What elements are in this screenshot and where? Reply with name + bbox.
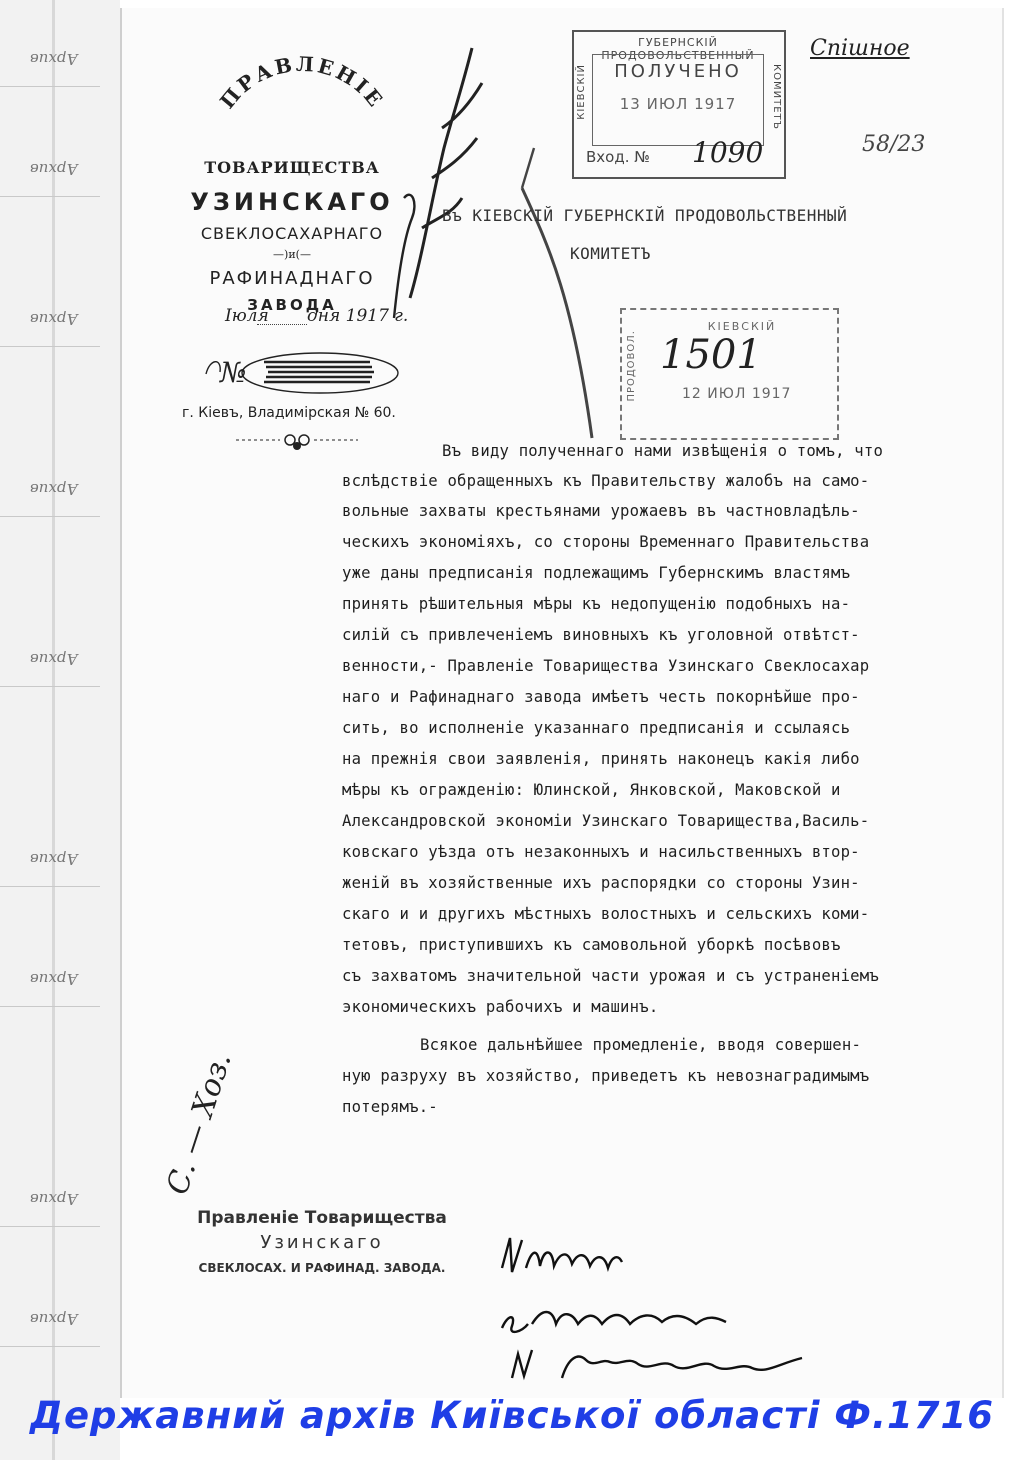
- body-line: Всякое дальнѣйшее промедленіе, вводя совершен-: [420, 1036, 862, 1054]
- body-line: экономическихъ рабочихъ и машинъ.: [342, 998, 659, 1016]
- letterhead-line-7: ЗАВОДА: [247, 296, 337, 314]
- number-label: №: [220, 356, 247, 389]
- received-stamp-right: КОМИТЕТЪ: [771, 64, 782, 130]
- archive-caption: Державний архів Київської області Ф.1716: [29, 1394, 994, 1437]
- registration-stamp-header: КІЕВСКІЙ: [707, 320, 777, 333]
- body-line: наго и Рафинаднаго завода имѣетъ честь покорнѣйше про-: [342, 688, 860, 706]
- archive-strip: Архив: [0, 640, 100, 687]
- received-stamp-entry-label: Вход. №: [586, 148, 650, 166]
- margin-note: С. — Хоз.: [160, 1048, 239, 1199]
- received-stamp-title: ПОЛУЧЕНО: [614, 61, 742, 82]
- body-line: принять рѣшительныя мѣры къ недопущенію подобныхъ на-: [342, 595, 851, 613]
- strip-edge: [52, 0, 55, 1460]
- sender-line-1: Правленіе Товарищества: [197, 1208, 447, 1228]
- letterhead-line-6: РАФИНАДНАГО: [209, 268, 375, 289]
- registration-stamp-number: 1501: [660, 332, 762, 378]
- body-line: Въ виду полученнаго нами извѣщенія о томъ, что: [442, 442, 884, 460]
- body-line: силій съ привлеченіемъ виновныхъ къ уголовной отвѣтст-: [342, 626, 860, 644]
- archive-strip: Архив: [0, 1180, 100, 1227]
- received-stamp-left: КІЕВСКІЙ: [576, 64, 587, 120]
- letterhead-company: УЗИНСКАГО: [190, 188, 394, 216]
- body-line: съ захватомъ значительной части урожая и съ устраненіемъ: [342, 967, 879, 985]
- date-year: дня 1917 г.: [307, 306, 409, 326]
- signature-3: [512, 1350, 802, 1378]
- received-stamp-date: 13 ИЮЛ 1917: [619, 95, 737, 113]
- body-line: женій въ хозяйственные ихъ распорядки со стороны Узин-: [342, 874, 860, 892]
- body-line: скаго и и другихъ мѣстныхъ волостныхъ и сельскихъ коми-: [342, 905, 870, 923]
- body-line: ную разруху въ хозяйство, приведетъ къ невознаградимымъ: [342, 1067, 870, 1085]
- body-line: Александровской экономіи Узинскаго Товарищества,Василь-: [342, 812, 870, 830]
- body-line: тетовъ, приступившихъ къ самовольной уборкѣ посѣвовъ: [342, 936, 841, 954]
- body-line: уже даны предписанія подлежащимъ Губернскимъ властямъ: [342, 564, 851, 582]
- body-line: на прежнія свои заявленія, принять наконецъ какія либо: [342, 750, 860, 768]
- resolution-scribble: [272, 28, 602, 448]
- body-line: ческихъ экономіяхъ, со стороны Временнаго Правительства: [342, 533, 870, 551]
- body-line: сить, во исполненіе указаннаго предписанія и ссылаясь: [342, 719, 851, 737]
- registration-stamp-left: ПРОДОВОЛ.: [626, 330, 637, 402]
- body-line: вслѣдствіе обращенныхъ къ Правительству жалобъ на само-: [342, 472, 870, 490]
- registration-stamp-date: 12 ИЮЛ 1917: [682, 386, 792, 402]
- body-line: потерямъ.-: [342, 1098, 438, 1116]
- sender-stamp: [182, 1208, 462, 1275]
- letterhead-line-2: ТОВАРИЩЕСТВА: [204, 158, 380, 177]
- body-line: венности,- Правленіе Товарищества Узинскаго Свеклосахар: [342, 657, 870, 675]
- urgent-note: Спішное: [810, 36, 910, 61]
- received-stamp-entry-number: 1090: [692, 136, 764, 169]
- letterhead-arc-text: ПРАВЛЕНІЕ: [215, 56, 390, 114]
- received-stamp: [572, 30, 786, 179]
- archive-strip: Архив: [0, 300, 100, 347]
- archive-strip: Архив: [0, 1300, 100, 1347]
- date-month: Іюля: [225, 306, 269, 326]
- signatures: [482, 1228, 822, 1388]
- archive-strip: Архив: [0, 40, 100, 87]
- letterhead-line-4: СВЕКЛОСАХАРНАГО: [200, 224, 384, 243]
- archive-strip: Архив: [0, 470, 100, 517]
- body-line: мѣры къ огражденію: Юлинской, Янковской, Маковской и: [342, 781, 841, 799]
- body-line: вольные захваты крестьянами урожаевъ въ частновладѣль-: [342, 502, 860, 520]
- body-line: ковскаго уѣзда отъ незаконныхъ и насильственныхъ втор-: [342, 843, 860, 861]
- letterhead-line-5: —)и(—: [273, 248, 311, 261]
- addressee-line-2: КОМИТЕТЪ: [570, 244, 652, 263]
- addressee-line-1: Въ КІЕВСКІЙ ГУБЕРНСКІЙ ПРОДОВОЛЬСТВЕННЫЙ: [442, 206, 848, 225]
- archive-strip: Архив: [0, 960, 100, 1007]
- archive-strip: Архив: [0, 150, 100, 197]
- received-stamp-header: ГУБЕРНСКІЙ ПРОДОВОЛЬСТВЕННЫЙ: [601, 36, 755, 62]
- received-stamp-inner: [592, 54, 764, 146]
- file-number-note: 58/23: [862, 132, 926, 157]
- signature-2: [502, 1312, 726, 1332]
- registration-stamp: [620, 308, 839, 440]
- signature-1: [502, 1238, 622, 1272]
- archive-binding-strips: [0, 0, 120, 1460]
- document-page: [120, 8, 1002, 1398]
- sender-line-3: СВЕКЛОСАХ. И РАФИНАД. ЗАВОДА.: [198, 1261, 446, 1275]
- sender-line-2: Узинскаго: [260, 1232, 384, 1253]
- letterhead-address: г. Кіевъ, Владимірская № 60.: [182, 405, 396, 421]
- archive-strip: Архив: [0, 840, 100, 887]
